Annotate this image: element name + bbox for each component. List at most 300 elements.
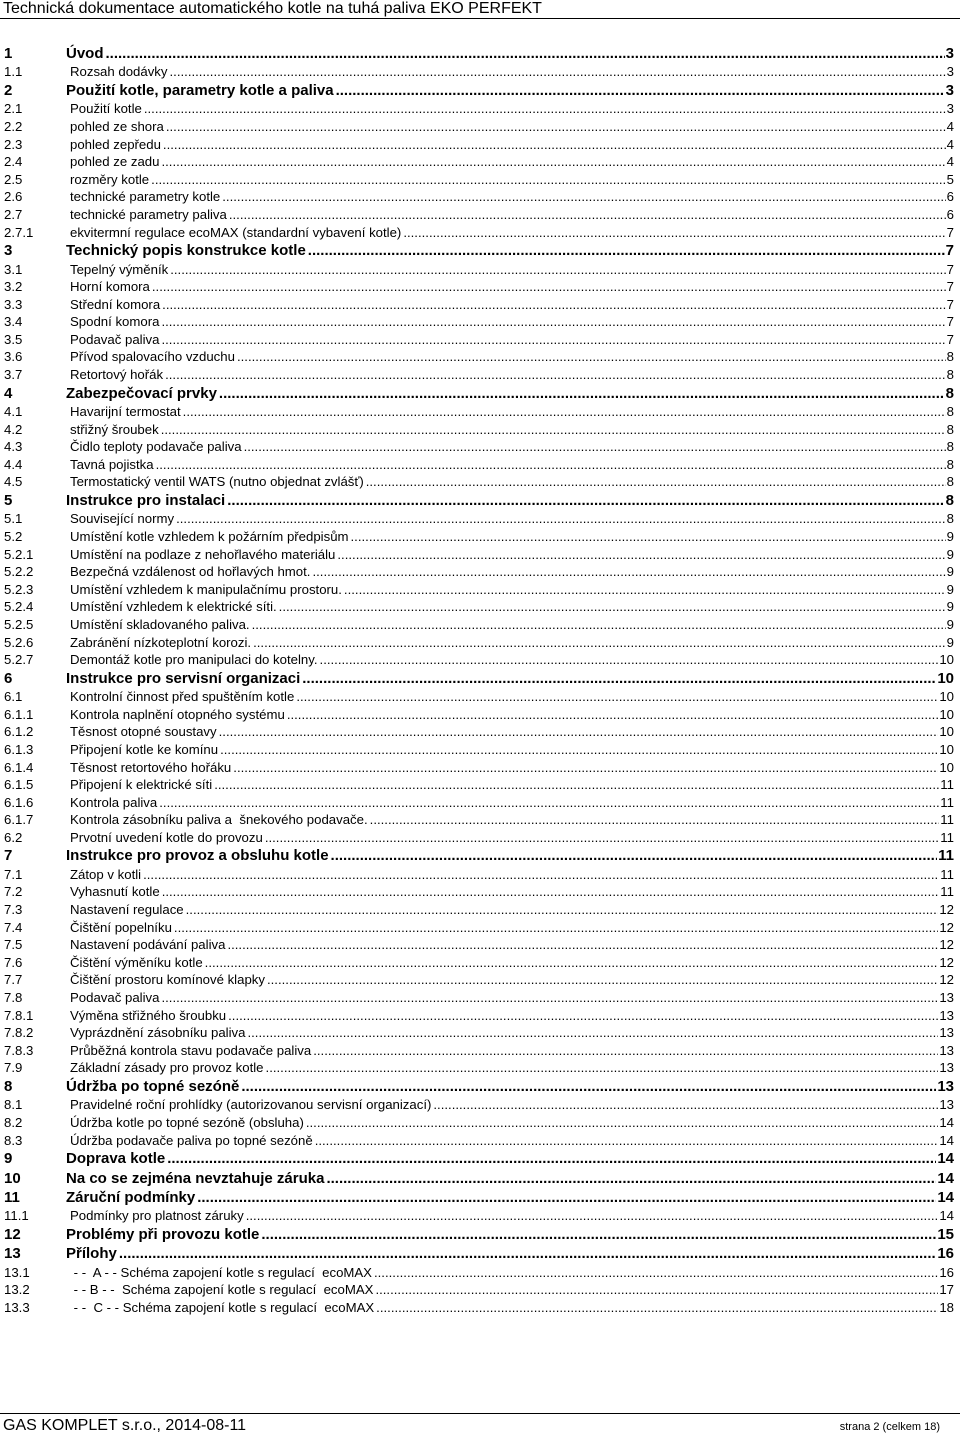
page-footer bbox=[0, 1413, 960, 1436]
toc-entry-page: 12 bbox=[939, 972, 954, 988]
toc-entry-title: Použití kotle bbox=[70, 101, 142, 117]
toc-entry-page: 10 bbox=[937, 669, 954, 687]
toc-entry[interactable] bbox=[4, 44, 954, 63]
toc-dot-leader bbox=[244, 438, 946, 456]
toc-entry-title: rozměry kotle bbox=[70, 171, 150, 187]
toc-dot-leader bbox=[237, 348, 946, 366]
toc-entry-title: Údržba kotle po topné sezóně (obsluha) bbox=[70, 1115, 304, 1130]
toc-entry-title: Instrukce pro servisní organizaci bbox=[66, 669, 301, 687]
toc-entry[interactable] bbox=[4, 473, 954, 491]
toc-entry-number: 6 bbox=[4, 669, 13, 687]
toc-entry-number: 10 bbox=[4, 1169, 21, 1187]
toc-entry-number: 4.5 bbox=[4, 474, 23, 490]
toc-entry[interactable] bbox=[4, 794, 954, 812]
toc-entry-number: 7.6 bbox=[4, 954, 23, 970]
toc-entry-title: Termostatický ventil WATS (nutno objednat zvlášť) bbox=[70, 474, 364, 490]
toc-entry-number: 3.1 bbox=[4, 261, 23, 277]
toc-dot-leader bbox=[344, 581, 946, 599]
toc-entry-title: Podmínky pro platnost záruky bbox=[70, 1208, 244, 1224]
toc-entry-page: 13 bbox=[939, 1060, 954, 1076]
toc-entry-title: - - C - - Schéma zapojení kotle s regulací ecoMAX bbox=[70, 1299, 375, 1315]
toc-entry[interactable] bbox=[4, 1059, 954, 1077]
toc-entry[interactable] bbox=[4, 456, 954, 474]
toc-dot-leader bbox=[302, 669, 936, 688]
toc-entry-number: 1.1 bbox=[4, 64, 23, 80]
toc-entry-page: 16 bbox=[939, 1264, 954, 1280]
toc-entry[interactable] bbox=[4, 563, 954, 581]
toc-entry-number: 5.2.7 bbox=[4, 652, 34, 668]
toc-dot-leader bbox=[315, 1132, 939, 1150]
toc-entry-page: 7 bbox=[946, 331, 954, 347]
toc-entry-page: 3 bbox=[945, 44, 954, 62]
toc-entry-page: 8 bbox=[946, 421, 954, 437]
table-of-contents bbox=[4, 44, 954, 1317]
toc-entry-number: 8.1 bbox=[4, 1097, 23, 1113]
toc-entry[interactable] bbox=[4, 669, 954, 688]
toc-dot-leader bbox=[266, 1059, 939, 1077]
toc-entry-page: 4 bbox=[946, 118, 954, 134]
toc-entry-page: 15 bbox=[937, 1225, 954, 1243]
toc-dot-leader bbox=[144, 100, 946, 118]
toc-entry-number: 2.2 bbox=[4, 118, 23, 134]
toc-entry-page: 12 bbox=[939, 937, 954, 953]
toc-entry[interactable] bbox=[4, 1169, 954, 1188]
toc-dot-leader bbox=[331, 846, 938, 865]
toc-entry-title: Použití kotle, parametry kotle a paliva bbox=[66, 81, 334, 99]
toc-entry-page: 4 bbox=[946, 154, 954, 170]
toc-entry[interactable] bbox=[4, 313, 954, 331]
toc-entry-page: 13 bbox=[939, 1097, 954, 1113]
toc-entry-title: ekvitermní regulace ecoMAX (standardní vybavení kotle) bbox=[70, 224, 402, 240]
toc-entry-title: Kontrola paliva bbox=[70, 794, 158, 810]
toc-entry-page: 11 bbox=[940, 829, 954, 845]
toc-entry-title: Nastavení podávání paliva bbox=[70, 937, 226, 953]
toc-dot-leader bbox=[152, 278, 946, 296]
toc-entry[interactable] bbox=[4, 188, 954, 206]
toc-entry-number: 13.3 bbox=[4, 1299, 30, 1315]
toc-entry[interactable] bbox=[4, 331, 954, 349]
toc-entry[interactable] bbox=[4, 1149, 954, 1168]
toc-entry-page: 9 bbox=[946, 634, 954, 650]
toc-entry-page: 14 bbox=[939, 1208, 954, 1224]
toc-dot-leader bbox=[253, 634, 946, 652]
toc-dot-leader bbox=[186, 901, 939, 919]
toc-entry-number: 7.3 bbox=[4, 902, 23, 918]
toc-entry-title: pohled ze zadu bbox=[70, 154, 160, 170]
toc-entry-page: 13 bbox=[939, 1025, 954, 1041]
toc-entry[interactable] bbox=[4, 616, 954, 634]
toc-dot-leader bbox=[227, 491, 944, 510]
toc-entry[interactable] bbox=[4, 1077, 954, 1096]
toc-entry-title: Kontrolní činnost před spuštěním kotle bbox=[70, 689, 295, 705]
toc-entry[interactable] bbox=[4, 384, 954, 403]
toc-entry[interactable] bbox=[4, 723, 954, 741]
toc-dot-leader bbox=[219, 384, 945, 403]
toc-entry-number: 3.4 bbox=[4, 314, 23, 330]
toc-entry[interactable] bbox=[4, 261, 954, 279]
toc-entry-page: 16 bbox=[937, 1245, 954, 1263]
toc-entry-title: Demontáž kotle pro manipulaci do kotelny. bbox=[70, 652, 318, 668]
toc-entry[interactable] bbox=[4, 901, 954, 919]
toc-entry[interactable] bbox=[4, 1042, 954, 1060]
toc-entry-title: Prvotní uvedení kotle do provozu bbox=[70, 829, 263, 845]
toc-entry[interactable] bbox=[4, 63, 954, 81]
toc-entry-title: Údržba po topné sezóně bbox=[66, 1078, 240, 1095]
toc-entry-number: 4.2 bbox=[4, 421, 23, 437]
toc-entry-page: 8 bbox=[945, 384, 954, 402]
toc-dot-leader bbox=[306, 1114, 938, 1132]
toc-entry-number: 2.4 bbox=[4, 154, 23, 170]
toc-entry[interactable] bbox=[4, 883, 954, 901]
page-header bbox=[0, 0, 960, 19]
toc-entry-number: 8 bbox=[4, 1078, 13, 1095]
toc-entry-number: 6.1.3 bbox=[4, 741, 34, 757]
toc-entry-page: 10 bbox=[939, 759, 954, 775]
toc-dot-leader bbox=[143, 866, 939, 884]
toc-entry[interactable] bbox=[4, 1024, 954, 1042]
toc-entry-page: 10 bbox=[939, 724, 954, 740]
toc-entry[interactable] bbox=[4, 971, 954, 989]
toc-entry-title: Přílohy bbox=[66, 1245, 117, 1263]
toc-entry-number: 2.7 bbox=[4, 206, 23, 222]
toc-entry[interactable] bbox=[4, 811, 954, 829]
toc-dot-leader bbox=[227, 936, 938, 954]
toc-entry-number: 4.3 bbox=[4, 439, 23, 455]
toc-dot-leader bbox=[233, 759, 938, 777]
toc-entry-title: Na co se zejména nevztahuje záruka bbox=[66, 1169, 325, 1187]
toc-entry-number: 4 bbox=[4, 384, 13, 402]
toc-entry-page: 11 bbox=[940, 866, 954, 882]
toc-entry[interactable] bbox=[4, 348, 954, 366]
toc-dot-leader bbox=[176, 510, 946, 528]
toc-dot-leader bbox=[151, 171, 946, 189]
toc-entry-number: 7.8.3 bbox=[4, 1042, 34, 1058]
toc-entry-page: 11 bbox=[940, 812, 954, 828]
toc-entry-title: Umístění vzhledem k manipulačnímu prostoru. bbox=[70, 581, 342, 597]
toc-entry-number: 3.2 bbox=[4, 279, 23, 295]
toc-entry[interactable] bbox=[4, 224, 954, 242]
toc-entry-title: Instrukce pro instalaci bbox=[66, 492, 226, 510]
toc-entry-number: 6.1.1 bbox=[4, 706, 34, 722]
toc-dot-leader bbox=[219, 723, 939, 741]
toc-entry[interactable] bbox=[4, 741, 954, 759]
toc-entry[interactable] bbox=[4, 634, 954, 652]
toc-entry-number: 13.1 bbox=[4, 1264, 30, 1280]
toc-entry[interactable] bbox=[4, 278, 954, 296]
toc-dot-leader bbox=[161, 421, 946, 439]
toc-entry-title: Kontrola naplnění otopného systému bbox=[70, 706, 285, 722]
toc-entry-number: 2 bbox=[4, 81, 13, 99]
toc-entry-number: 3.3 bbox=[4, 296, 23, 312]
toc-entry-number: 6.1.2 bbox=[4, 724, 34, 740]
toc-dot-leader bbox=[156, 456, 946, 474]
toc-entry-title: Podavač paliva bbox=[70, 331, 160, 347]
toc-entry[interactable] bbox=[4, 403, 954, 421]
toc-entry-number: 3 bbox=[4, 242, 13, 260]
toc-entry[interactable] bbox=[4, 1007, 954, 1025]
toc-dot-leader bbox=[337, 546, 945, 564]
toc-dot-leader bbox=[265, 829, 939, 847]
toc-dot-leader bbox=[433, 1096, 938, 1114]
toc-entry-number: 3.5 bbox=[4, 331, 23, 347]
toc-entry-page: 14 bbox=[937, 1150, 954, 1168]
toc-entry-number: 6.1.5 bbox=[4, 777, 34, 793]
toc-entry[interactable] bbox=[4, 688, 954, 706]
toc-entry-page: 11 bbox=[940, 777, 954, 793]
toc-entry-number: 9 bbox=[4, 1150, 13, 1168]
toc-entry-page: 6 bbox=[946, 189, 954, 205]
toc-entry-page: 11 bbox=[940, 884, 954, 900]
toc-entry-page: 8 bbox=[946, 367, 954, 383]
toc-dot-leader bbox=[167, 1149, 936, 1168]
toc-dot-leader bbox=[119, 1244, 936, 1263]
toc-entry-page: 11 bbox=[938, 847, 954, 865]
toc-entry-title: Záruční podmínky bbox=[66, 1188, 196, 1206]
toc-entry-number: 4.4 bbox=[4, 456, 23, 472]
toc-dot-leader bbox=[296, 688, 938, 706]
toc-entry-number: 6.1 bbox=[4, 689, 23, 705]
toc-entry-number: 3.6 bbox=[4, 349, 23, 365]
toc-entry-page: 9 bbox=[946, 546, 954, 562]
toc-entry-title: technické parametry kotle bbox=[70, 189, 221, 205]
toc-entry[interactable] bbox=[4, 1225, 954, 1244]
toc-dot-leader bbox=[161, 331, 945, 349]
toc-entry[interactable] bbox=[4, 491, 954, 510]
toc-entry-page: 8 bbox=[946, 349, 954, 365]
toc-entry-page: 14 bbox=[939, 1132, 954, 1148]
toc-entry-page: 10 bbox=[939, 741, 954, 757]
toc-dot-leader bbox=[261, 1225, 936, 1244]
toc-entry[interactable] bbox=[4, 1188, 954, 1207]
toc-entry[interactable] bbox=[4, 581, 954, 599]
toc-entry[interactable] bbox=[4, 1132, 954, 1150]
footer-page-number: strana 2 (celkem 18) bbox=[839, 1421, 940, 1433]
toc-entry-title: Těsnost retortového hořáku bbox=[70, 759, 232, 775]
toc-entry-page: 14 bbox=[939, 1115, 954, 1130]
toc-entry-page: 10 bbox=[939, 689, 954, 705]
toc-entry-title: Havarijní termostat bbox=[70, 404, 181, 420]
toc-entry-title: Základní zásady pro provoz kotle bbox=[70, 1060, 264, 1076]
toc-dot-leader bbox=[267, 971, 938, 989]
toc-entry[interactable] bbox=[4, 366, 954, 384]
toc-entry-title: Úvod bbox=[66, 44, 104, 62]
toc-entry[interactable] bbox=[4, 241, 954, 260]
document-title: Technická dokumentace automatického kotle na tuhá paliva EKO PERFEKT bbox=[3, 0, 542, 17]
toc-entry-number: 2.3 bbox=[4, 136, 23, 152]
toc-entry-number: 6.1.4 bbox=[4, 759, 34, 775]
toc-entry-title: Umístění kotle vzhledem k požárním předpisům bbox=[70, 529, 349, 545]
toc-dot-leader bbox=[222, 188, 945, 206]
toc-entry[interactable] bbox=[4, 989, 954, 1007]
toc-entry[interactable] bbox=[4, 206, 954, 224]
toc-entry-number: 13 bbox=[4, 1245, 21, 1263]
toc-entry[interactable] bbox=[4, 1281, 954, 1299]
toc-entry[interactable] bbox=[4, 829, 954, 847]
toc-entry-page: 13 bbox=[939, 1007, 954, 1023]
toc-entry-number: 2.5 bbox=[4, 171, 23, 187]
toc-entry-title: Bezpečná vzdálenost od hořlavých hmot. bbox=[70, 564, 311, 580]
toc-entry-number: 11 bbox=[4, 1188, 20, 1206]
toc-entry[interactable] bbox=[4, 847, 954, 866]
toc-entry[interactable] bbox=[4, 546, 954, 564]
toc-entry-title: Vyprázdnění zásobníku paliva bbox=[70, 1025, 246, 1041]
toc-entry-page: 11 bbox=[940, 794, 954, 810]
toc-entry-number: 2.7.1 bbox=[4, 224, 34, 240]
toc-entry-title: Vyhasnutí kotle bbox=[70, 884, 160, 900]
toc-dot-leader bbox=[174, 919, 938, 937]
toc-entry-number: 5 bbox=[4, 492, 13, 510]
toc-dot-leader bbox=[228, 1007, 938, 1025]
toc-entry-page: 8 bbox=[946, 439, 954, 455]
toc-entry-title: Horní komora bbox=[70, 279, 150, 295]
toc-dot-leader bbox=[375, 1281, 938, 1299]
toc-entry[interactable] bbox=[4, 438, 954, 456]
toc-entry-title: Připojení kotle ke komínu bbox=[70, 741, 219, 757]
toc-entry[interactable] bbox=[4, 171, 954, 189]
toc-entry-title: Pravidelné roční prohlídky (autorizovanou servisní organizací) bbox=[70, 1097, 432, 1113]
toc-entry-number: 5.2.5 bbox=[4, 616, 34, 632]
toc-entry-title: Umístění vzhledem k elektrické síti. bbox=[70, 599, 277, 615]
toc-entry-title: - - A - - Schéma zapojení kotle s regulací ecoMAX bbox=[70, 1264, 372, 1280]
toc-entry[interactable] bbox=[4, 1244, 954, 1263]
toc-entry-number: 11.1 bbox=[4, 1208, 29, 1224]
toc-entry-number: 5.2.6 bbox=[4, 634, 34, 650]
toc-entry-title: Rozsah dodávky bbox=[70, 64, 168, 80]
toc-entry-page: 7 bbox=[945, 242, 954, 260]
toc-entry-page: 17 bbox=[939, 1282, 954, 1298]
toc-entry-title: Podavač paliva bbox=[70, 990, 160, 1006]
toc-entry-page: 9 bbox=[946, 564, 954, 580]
toc-dot-leader bbox=[320, 651, 939, 669]
toc-dot-leader bbox=[220, 741, 938, 759]
toc-dot-leader bbox=[279, 598, 946, 616]
toc-entry[interactable] bbox=[4, 100, 954, 118]
toc-entry-title: Kontrola zásobníku paliva a šnekového podavače. bbox=[70, 812, 368, 828]
toc-dot-leader bbox=[170, 63, 946, 81]
toc-entry-page: 7 bbox=[946, 279, 954, 295]
toc-entry[interactable] bbox=[4, 954, 954, 972]
toc-entry[interactable] bbox=[4, 1264, 954, 1282]
toc-entry-title: Doprava kotle bbox=[66, 1150, 166, 1168]
toc-entry[interactable] bbox=[4, 118, 954, 136]
toc-dot-leader bbox=[376, 1299, 938, 1317]
toc-entry-title: Technický popis konstrukce kotle bbox=[66, 242, 306, 260]
toc-entry-number: 5.2.1 bbox=[4, 546, 34, 562]
toc-entry[interactable] bbox=[4, 706, 954, 724]
toc-entry-page: 14 bbox=[937, 1169, 954, 1187]
toc-entry-page: 8 bbox=[946, 456, 954, 472]
toc-entry-page: 8 bbox=[945, 492, 954, 510]
toc-entry[interactable] bbox=[4, 598, 954, 616]
toc-entry-title: Střední komora bbox=[70, 296, 161, 312]
toc-dot-leader bbox=[403, 224, 945, 242]
toc-entry[interactable] bbox=[4, 651, 954, 669]
toc-entry-title: Související normy bbox=[70, 511, 175, 527]
toc-entry-number: 2.1 bbox=[4, 101, 23, 117]
toc-entry[interactable] bbox=[4, 866, 954, 884]
toc-entry-page: 9 bbox=[946, 529, 954, 545]
toc-entry-page: 10 bbox=[939, 652, 954, 668]
toc-entry-page: 4 bbox=[946, 136, 954, 152]
toc-dot-leader bbox=[170, 261, 945, 279]
toc-entry-page: 13 bbox=[937, 1078, 954, 1095]
toc-entry-title: Průběžná kontrola stavu podavače paliva bbox=[70, 1042, 312, 1058]
toc-dot-leader bbox=[351, 528, 946, 546]
toc-dot-leader bbox=[214, 776, 939, 794]
toc-entry[interactable] bbox=[4, 81, 954, 100]
toc-entry-title: Umístění skladovaného paliva. bbox=[70, 616, 250, 632]
toc-entry-number: 5.1 bbox=[4, 511, 23, 527]
toc-dot-leader bbox=[326, 1169, 936, 1188]
toc-entry[interactable] bbox=[4, 1096, 954, 1114]
toc-entry-page: 12 bbox=[939, 919, 954, 935]
toc-entry-page: 12 bbox=[939, 954, 954, 970]
toc-dot-leader bbox=[166, 118, 946, 136]
toc-dot-leader bbox=[366, 473, 946, 491]
toc-entry[interactable] bbox=[4, 136, 954, 154]
toc-dot-leader bbox=[287, 706, 939, 724]
toc-entry-page: 5 bbox=[946, 171, 954, 187]
toc-entry-number: 7.4 bbox=[4, 919, 23, 935]
toc-dot-leader bbox=[247, 1024, 938, 1042]
toc-entry[interactable] bbox=[4, 510, 954, 528]
toc-entry-page: 7 bbox=[946, 314, 954, 330]
toc-entry-title: Údržba podavače paliva po topné sezóně bbox=[70, 1132, 313, 1148]
toc-entry-number: 8.3 bbox=[4, 1132, 23, 1148]
toc-entry[interactable] bbox=[4, 936, 954, 954]
toc-entry-number: 5.2.3 bbox=[4, 581, 34, 597]
toc-entry-title: pohled ze shora bbox=[70, 118, 164, 134]
toc-entry[interactable] bbox=[4, 296, 954, 314]
toc-entry-page: 14 bbox=[937, 1188, 954, 1206]
toc-entry-number: 5.2 bbox=[4, 529, 23, 545]
toc-entry-number: 7.5 bbox=[4, 937, 23, 953]
toc-entry[interactable] bbox=[4, 1299, 954, 1317]
toc-entry-title: Čištění výměníku kotle bbox=[70, 954, 203, 970]
toc-entry[interactable] bbox=[4, 528, 954, 546]
toc-entry-title: Výměna střižného šroubku bbox=[70, 1007, 227, 1023]
toc-entry-page: 8 bbox=[946, 511, 954, 527]
toc-entry-page: 13 bbox=[939, 1042, 954, 1058]
toc-entry-title: Nastavení regulace bbox=[70, 902, 184, 918]
toc-entry-title: pohled zepředu bbox=[70, 136, 161, 152]
toc-entry-page: 8 bbox=[946, 474, 954, 490]
toc-entry[interactable] bbox=[4, 919, 954, 937]
toc-entry[interactable] bbox=[4, 421, 954, 439]
toc-dot-leader bbox=[183, 403, 946, 421]
toc-dot-leader bbox=[163, 136, 946, 154]
toc-entry-page: 9 bbox=[946, 599, 954, 615]
toc-entry[interactable] bbox=[4, 1114, 954, 1132]
toc-entry-title: Instrukce pro provoz a obsluhu kotle bbox=[66, 847, 329, 865]
toc-entry-title: Čidlo teploty podavače paliva bbox=[70, 439, 242, 455]
toc-dot-leader bbox=[241, 1077, 936, 1096]
toc-entry-title: Umístění na podlaze z nehořlavého materiálu bbox=[70, 546, 336, 562]
toc-entry-number: 3.7 bbox=[4, 367, 23, 383]
toc-entry[interactable] bbox=[4, 153, 954, 171]
toc-entry[interactable] bbox=[4, 759, 954, 777]
toc-dot-leader bbox=[161, 989, 938, 1007]
toc-entry[interactable] bbox=[4, 776, 954, 794]
toc-entry-title: Tavná pojistka bbox=[70, 456, 154, 472]
toc-entry[interactable] bbox=[4, 1207, 954, 1225]
toc-dot-leader bbox=[370, 811, 940, 829]
toc-dot-leader bbox=[197, 1188, 936, 1207]
toc-dot-leader bbox=[162, 883, 940, 901]
toc-entry-page: 3 bbox=[946, 101, 954, 117]
toc-entry-number: 7.8 bbox=[4, 990, 23, 1006]
toc-entry-number: 4.1 bbox=[4, 404, 23, 420]
